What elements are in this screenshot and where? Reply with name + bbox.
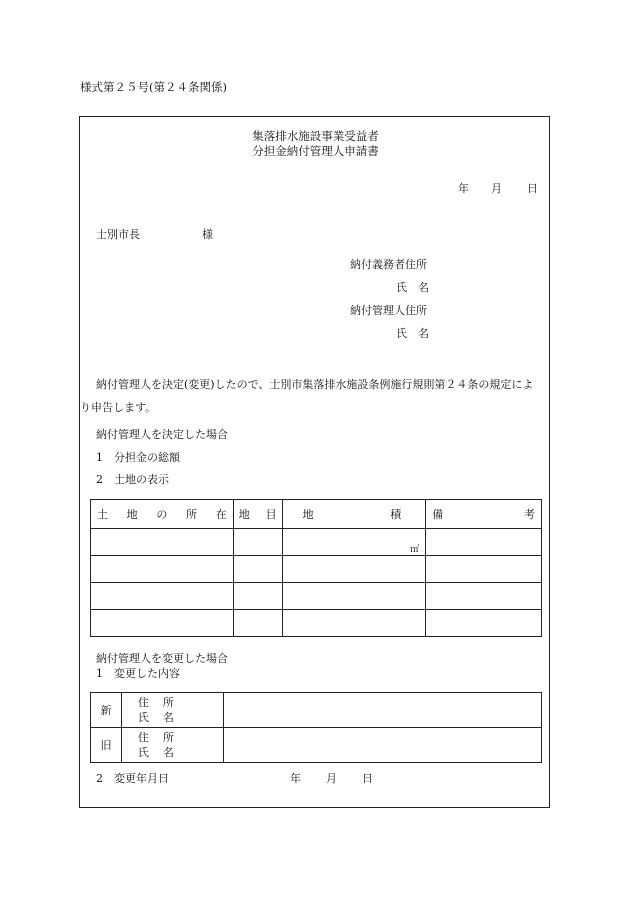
old-address-name-labels: 住 所 氏 名 [121, 728, 223, 763]
year-label: 年 [458, 182, 469, 195]
table-row [91, 583, 542, 610]
changed-section-heading: 納付管理人を変更した場合 [96, 652, 228, 665]
location-cell[interactable] [91, 556, 234, 583]
declaration-line2: り申告します。 [80, 401, 157, 414]
chimoku-cell[interactable] [233, 583, 282, 610]
remarks-cell[interactable] [426, 529, 542, 556]
area-header: 地 積 [282, 500, 426, 529]
chimoku-cell[interactable] [233, 556, 282, 583]
new-address-name-labels: 住 所 氏 名 [121, 693, 223, 728]
old-manager-field[interactable] [223, 728, 541, 763]
manager-name-label: 氏 名 [396, 327, 429, 340]
form-number: 様式第２５号(第２４条関係) [80, 80, 227, 94]
total-contribution-item: 1 分担金の総額 [96, 451, 180, 464]
addressee-honorific: 様 [202, 228, 213, 241]
location-cell[interactable] [91, 529, 234, 556]
old-label: 旧 [91, 728, 122, 763]
payer-name-label: 氏 名 [396, 281, 429, 294]
remarks-header: 備 考 [426, 500, 542, 529]
form-frame [79, 116, 550, 808]
table-row [91, 529, 542, 556]
table-row [91, 728, 542, 763]
declaration-text [80, 373, 550, 419]
remarks-cell[interactable] [426, 610, 542, 637]
location-header: 土 地 の 所 在 [91, 500, 234, 529]
area-cell[interactable] [282, 610, 426, 637]
area-cell[interactable] [282, 556, 426, 583]
decided-section-heading: 納付管理人を決定した場合 [96, 428, 228, 441]
table-row [91, 693, 542, 728]
table-row [91, 610, 542, 637]
payer-address-label: 納付義務者住所 [350, 258, 427, 271]
remarks-cell[interactable] [426, 583, 542, 610]
location-cell[interactable] [91, 583, 234, 610]
land-table-header [91, 500, 542, 529]
area-cell[interactable] [282, 583, 426, 610]
area-cell[interactable]: ㎡ [282, 529, 426, 556]
change-day-label: 日 [362, 772, 373, 785]
new-manager-field[interactable] [223, 693, 541, 728]
form-title-line2: 分担金納付管理人申請書 [252, 144, 379, 158]
addressee [96, 228, 213, 241]
change-month-label: 月 [326, 772, 337, 785]
chimoku-header: 地 目 [233, 500, 282, 529]
table-row [91, 556, 542, 583]
day-label: 日 [527, 182, 538, 195]
change-table [90, 692, 542, 763]
change-date-label: 2 変更年月日 [96, 772, 169, 785]
declaration-line1: 納付管理人を決定(変更)したので、士別市集落排水施設条例施行規則第２４条の規定によ [96, 378, 534, 391]
change-date-row [96, 773, 536, 784]
new-label: 新 [91, 693, 122, 728]
location-cell[interactable] [91, 610, 234, 637]
manager-address-label: 納付管理人住所 [350, 304, 427, 317]
land-display-item: 2 土地の表示 [96, 473, 169, 486]
land-table [90, 499, 542, 637]
chimoku-cell[interactable] [233, 529, 282, 556]
remarks-cell[interactable] [426, 556, 542, 583]
month-label: 月 [491, 182, 502, 195]
form-title-line1: 集落排水施設事業受益者 [252, 129, 379, 143]
change-content-item: 1 変更した内容 [96, 667, 180, 680]
change-year-label: 年 [290, 772, 301, 785]
chimoku-cell[interactable] [233, 610, 282, 637]
addressee-name: 士別市長 [96, 228, 140, 241]
